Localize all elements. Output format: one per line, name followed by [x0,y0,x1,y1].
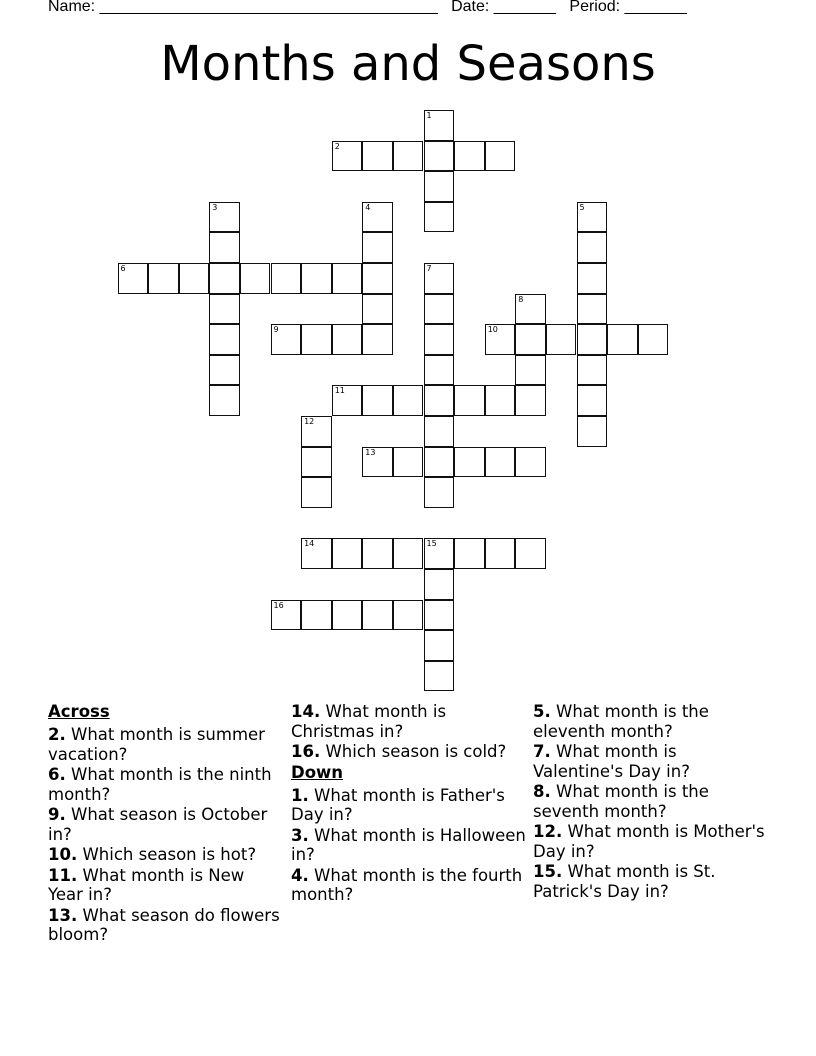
crossword-cell[interactable] [424,630,455,661]
clue-text: What month is St. Patrick's Day in? [533,862,716,901]
clue-text: What month is Halloween in? [291,825,526,864]
clue-number: 15. [533,862,563,881]
crossword-cell[interactable] [577,416,608,447]
cell-number: 14 [304,539,315,549]
crossword-cell[interactable] [393,447,424,478]
across-clue-list-continued [291,702,527,762]
crossword-cell[interactable] [577,263,608,294]
crossword-cell[interactable] [301,477,332,508]
crossword-cell[interactable] [454,141,485,172]
clue-text: What season do flowers bloom? [48,905,280,944]
crossword-cell[interactable] [454,385,485,416]
clue-item [48,845,284,865]
crossword-cell[interactable] [362,538,393,569]
clue-number: 7. [533,742,551,761]
crossword-cell[interactable] [332,600,363,631]
clue-number: 12. [533,822,563,841]
crossword-cell[interactable] [362,232,393,263]
clue-number: 4. [291,865,309,885]
clue-number: 16. [291,742,321,761]
crossword-cell[interactable] [271,600,302,631]
crossword-cell[interactable] [485,141,516,172]
cell-number: 11 [334,386,345,396]
crossword-cell[interactable] [332,141,363,172]
crossword-cell[interactable] [515,355,546,386]
crossword-cell[interactable] [424,171,455,202]
crossword-cell[interactable] [332,385,363,416]
crossword-cell[interactable] [209,232,240,263]
clue-text: What month is the ninth month? [48,765,272,804]
crossword-cell[interactable] [393,538,424,569]
crossword-cell[interactable] [607,324,638,355]
crossword-cell[interactable] [515,538,546,569]
crossword-cell[interactable] [515,294,546,325]
cell-number: 5 [579,202,585,212]
crossword-cell[interactable] [546,324,577,355]
name-field[interactable]: ______________________________________ [99,0,438,15]
clue-item [291,826,527,865]
clue-item [291,786,527,825]
crossword-cell[interactable] [301,538,332,569]
crossword-cell[interactable] [148,263,179,294]
crossword-cell[interactable] [301,263,332,294]
clue-number: 13. [48,905,78,925]
crossword-cell[interactable] [271,324,302,355]
down-heading: Down [291,762,344,782]
clue-number: 14. [291,702,321,721]
date-label: Date: [451,0,490,15]
crossword-cell[interactable] [271,263,302,294]
clue-text: Which season is cold? [325,742,507,761]
crossword-cell[interactable] [393,141,424,172]
clue-text: What month is Valentine's Day in? [533,742,690,781]
crossword-cell[interactable] [638,324,669,355]
crossword-cell[interactable] [424,385,455,416]
crossword-cell[interactable] [240,263,271,294]
crossword-cell[interactable] [118,263,149,294]
clue-item [533,702,769,741]
cell-number: 10 [487,325,498,335]
crossword-cell[interactable] [393,385,424,416]
crossword-cell[interactable] [424,324,455,355]
clue-text: What season is October in? [48,805,268,844]
crossword-cell[interactable] [424,569,455,600]
across-heading: Across [48,702,110,721]
page-title: Months and Seasons [160,36,656,92]
name-label: Name: [48,0,96,15]
cell-number: 1 [426,111,432,120]
clue-item [48,805,284,844]
crossword-cell[interactable] [424,202,455,233]
cell-number: 12 [304,417,315,426]
clue-text: What month is Christmas in? [291,702,447,741]
clue-item [533,742,769,781]
clue-text: Which season is hot? [82,845,257,864]
crossword-cell[interactable] [362,141,393,172]
clue-item [533,862,769,901]
clue-item [48,725,284,764]
crossword-cell[interactable] [362,385,393,416]
crossword-cell[interactable] [515,385,546,416]
across-clue-list [48,725,284,945]
crossword-cell[interactable] [454,538,485,569]
cell-number: 15 [426,539,437,549]
clue-number: 5. [533,702,551,721]
period-label: Period: [569,0,621,15]
crossword-cell[interactable] [209,202,240,233]
clue-text: What month is the fourth month? [291,865,523,904]
crossword-cell[interactable] [577,202,608,233]
crossword-cell[interactable] [209,324,240,355]
clues-column-1 [48,702,284,946]
clue-number: 10. [48,845,78,864]
crossword-cell[interactable] [577,232,608,263]
crossword-cell[interactable] [393,600,424,631]
clue-item [291,866,527,905]
clue-number: 11. [48,865,78,885]
clue-item [291,742,527,762]
clue-item [533,822,769,861]
cell-number: 16 [273,600,284,610]
cell-number: 3 [212,202,218,212]
cell-number: 4 [365,202,371,212]
crossword-cell[interactable] [577,385,608,416]
crossword-cell[interactable] [424,447,455,478]
clue-number: 1. [291,785,309,805]
clue-item [48,906,284,945]
crossword-cell[interactable] [362,600,393,631]
crossword-cell[interactable] [424,110,455,141]
clue-text: What month is New Year in? [48,865,245,904]
crossword-cell[interactable] [209,355,240,386]
crossword-cell[interactable] [209,385,240,416]
crossword-cell[interactable] [301,324,332,355]
crossword-cell[interactable] [332,263,363,294]
crossword-cell[interactable] [301,600,332,631]
crossword-cell[interactable] [362,202,393,233]
clue-text: What month is the seventh month? [533,782,709,821]
cell-number: 8 [518,294,524,304]
cell-number: 6 [120,264,126,273]
clue-text: What month is the eleventh month? [533,702,709,741]
cell-number: 7 [426,264,432,273]
cell-number: 2 [334,141,340,151]
clues-column-2 [291,702,527,906]
crossword-cell[interactable] [485,385,516,416]
clue-item [48,765,284,804]
crossword-cell[interactable] [362,447,393,478]
date-field[interactable]: _______ [493,0,557,15]
crossword-cell[interactable] [485,447,516,478]
crossword-cell[interactable] [424,141,455,172]
clue-number: 2. [48,725,66,744]
crossword-cell[interactable] [424,477,455,508]
cell-number: 13 [365,447,376,457]
crossword-cell[interactable] [577,324,608,355]
clue-item [48,866,284,905]
crossword-cell[interactable] [362,324,393,355]
crossword-cell[interactable] [179,263,210,294]
crossword-cell[interactable] [332,324,363,355]
crossword-cell[interactable] [332,538,363,569]
crossword-cell[interactable] [209,263,240,294]
crossword-cell[interactable] [454,447,485,478]
crossword-cell[interactable] [515,324,546,355]
crossword-cell[interactable] [301,447,332,478]
clues-column-3 [533,702,769,902]
crossword-cell[interactable] [209,294,240,325]
crossword-cell[interactable] [485,324,516,355]
crossword-cell[interactable] [424,416,455,447]
cell-number: 9 [273,325,279,335]
crossword-cell[interactable] [577,355,608,386]
period-field[interactable]: _______ [624,0,687,15]
down-clue-list [291,786,527,905]
crossword-cell[interactable] [485,538,516,569]
crossword-cell[interactable] [424,263,455,294]
clue-number: 3. [291,825,309,845]
crossword-cell[interactable] [424,355,455,386]
crossword-cell[interactable] [424,538,455,569]
crossword-cell[interactable] [424,600,455,631]
crossword-cell[interactable] [362,294,393,325]
clue-number: 6. [48,765,66,784]
crossword-cell[interactable] [515,447,546,478]
clue-item [533,782,769,821]
crossword-cell[interactable] [424,661,455,692]
clue-text: What month is Father's Day in? [291,785,505,824]
crossword-cell[interactable] [301,416,332,447]
crossword-cell[interactable] [362,263,393,294]
down-clue-list-continued [533,702,769,901]
clue-text: What month is Mother's Day in? [533,822,765,861]
crossword-cell[interactable] [577,294,608,325]
clue-number: 8. [533,782,551,801]
crossword-cell[interactable] [424,294,455,325]
clue-item [291,702,527,741]
clue-text: What month is summer vacation? [48,725,265,764]
clue-number: 9. [48,805,66,824]
